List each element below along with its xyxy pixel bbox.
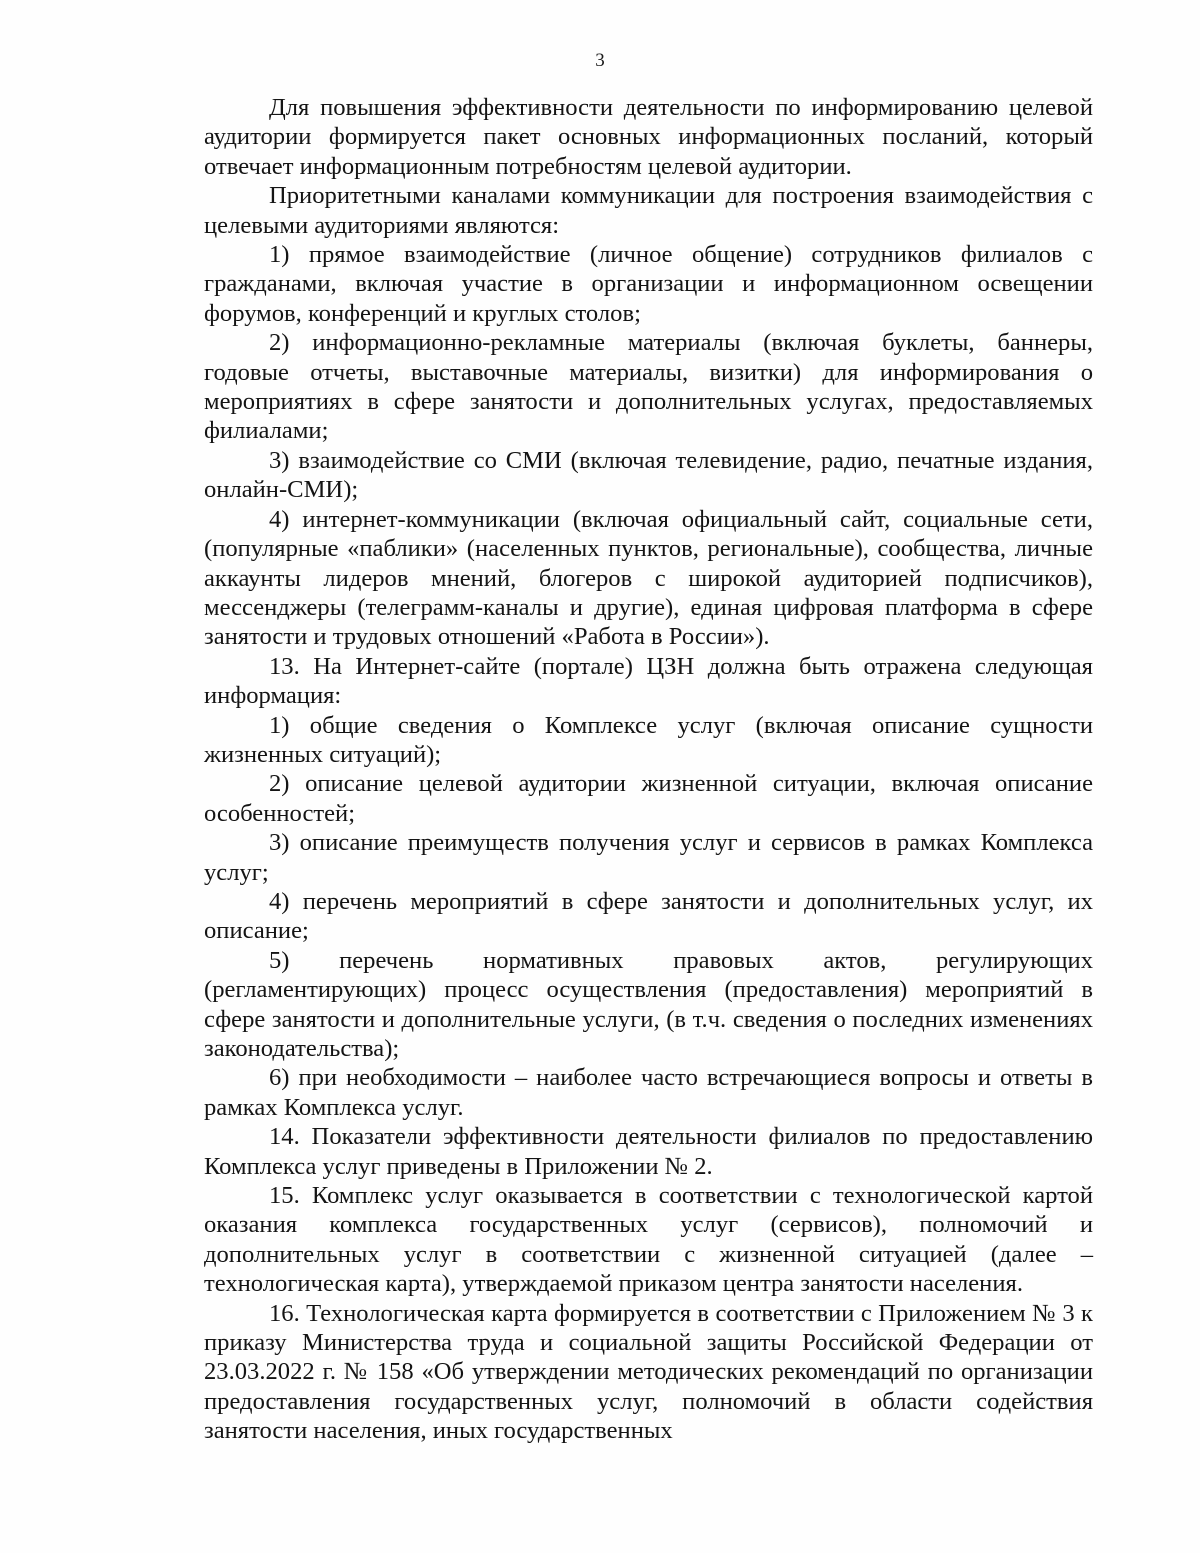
list-item: 1) общие сведения о Комплексе услуг (включая описание сущности жизненных ситуаций);: [204, 711, 1093, 768]
paragraph: 15. Комплекс услуг оказывается в соответствии с технологической картой оказания комплекса государственных услуг (сервисов), полномочий и дополнительных услуг в соответствии с жизненной ситуацией (далее – технологическая карта), утверждаемой приказом центра занятости населения.: [204, 1182, 1093, 1298]
list-item: 2) описание целевой аудитории жизненной ситуации, включая описание особенностей;: [204, 770, 1093, 827]
paragraph: 16. Технологическая карта формируется в соответствии с Приложением № 3 к приказу Министерства труда и социальной защиты Российской Федерации от 23.03.2022 г. № 158 «Об утверждении методических рекомендаций по организации предоставления государственных услуг, полномочий в области содействия занятости населения, иных государственных: [204, 1299, 1093, 1445]
paragraph: 13. На Интернет-сайте (портале) ЦЗН должна быть отражена следующая информация:: [204, 652, 1093, 710]
list-item: 3) описание преимуществ получения услуг и сервисов в рамках Комплекса услуг;: [204, 829, 1093, 886]
page-number: 3: [595, 50, 605, 71]
list-item: 6) при необходимости – наиболее часто встречающиеся вопросы и ответы в рамках Комплекса услуг.: [204, 1064, 1093, 1121]
list-item: 4) интернет-коммуникации (включая официальный сайт, социальные сети, (популярные «паблики» (населенных пунктов, региональные), сообщества, личные аккаунты лидеров мнений, блогеров с широкой аудиторией подписчиков), мессенджеры (телеграмм-каналы и другие), единая цифровая платформа в сфере занятости и трудовых отношений «Работа в России»).: [204, 505, 1093, 651]
list-item: 3) взаимодействие со СМИ (включая телевидение, радио, печатные издания, онлайн-СМИ);: [204, 446, 1093, 504]
list-item: 2) информационно-рекламные материалы (включая буклеты, баннеры, годовые отчеты, выставочные материалы, визитки) для информирования о мероприятиях в сфере занятости и дополнительных услугах, предоставляемых филиалами;: [204, 329, 1093, 445]
paragraph: 14. Показатели эффективности деятельности филиалов по предоставлению Комплекса услуг приведены в Приложении № 2.: [204, 1123, 1093, 1180]
paragraph: Для повышения эффективности деятельности по информированию целевой аудитории формируется пакет основных информационных посланий, который отвечает информационным потребностям целевой аудитории.: [204, 94, 1093, 180]
paragraph: Приоритетными каналами коммуникации для построения взаимодействия с целевыми аудиториями являются:: [204, 182, 1093, 239]
list-item: 4) перечень мероприятий в сфере занятости и дополнительных услуг, их описание;: [204, 887, 1093, 945]
list-item: 5) перечень нормативных правовых актов, регулирующих (регламентирующих) процесс осуществления (предоставления) мероприятий в сфере занятости и дополнительные услуги, (в т.ч. сведения о последних изменениях законодательства);: [204, 946, 1093, 1062]
list-item: 1) прямое взаимодействие (личное общение) сотрудников филиалов с гражданами, включая участие в организации и информационном освещении форумов, конференций и круглых столов;: [204, 241, 1093, 327]
document-body: [204, 93, 1093, 1446]
